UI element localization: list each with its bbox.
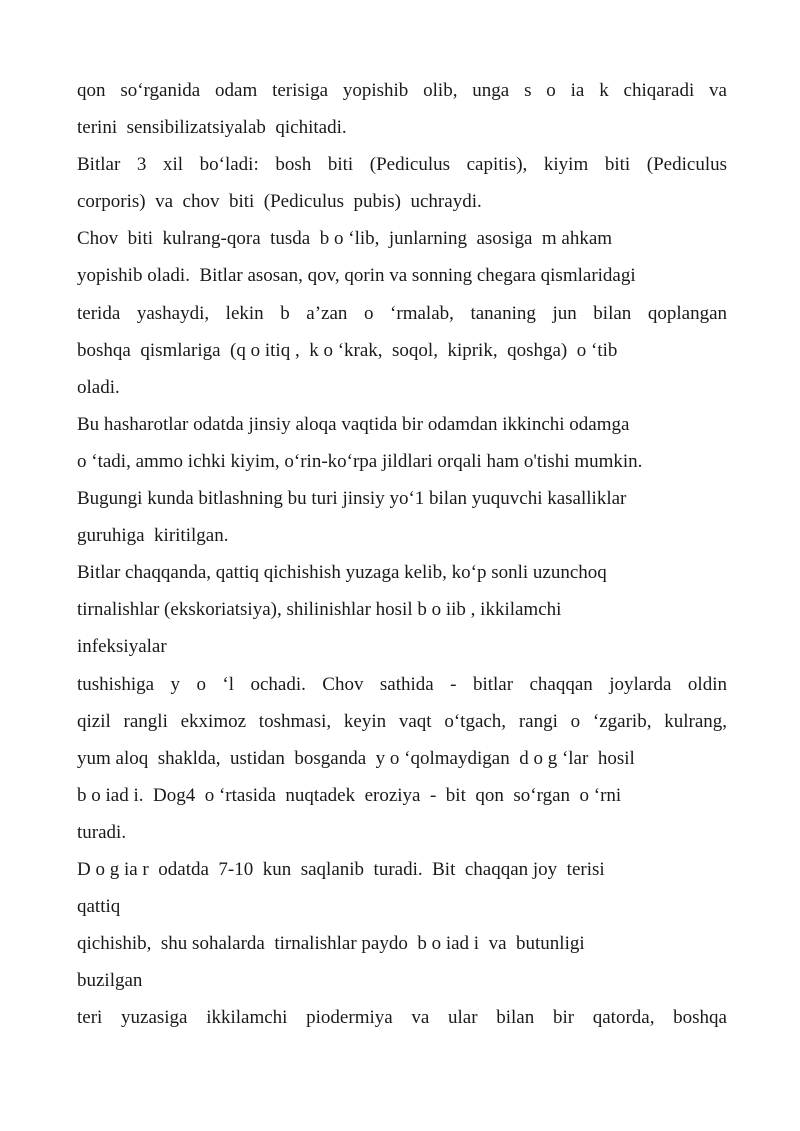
text-line: qon so‘rganida odam terisiga yopishib olib, unga s o ia k chiqaradi va (77, 80, 727, 101)
text-line: buzilgan (77, 970, 143, 992)
text-line: yopishib oladi. Bitlar asosan, qov, qorin va sonning chegara qismlaridagi (77, 265, 636, 287)
text-line: terida yashaydi, lekin b a’zan o ‘rmalab, tananing jun bilan qoplangan (77, 302, 727, 324)
text-line: Bitlar chaqqanda, qattiq qichishish yuzaga kelib, ko‘p sonli uzunchoq (77, 562, 607, 584)
text-line: qizil rangli ekximoz toshmasi, keyin vaqt o‘tgach, rangi o ‘zgarib, kulrang, (77, 710, 727, 732)
text-line: corporis) va chov biti (Pediculus pubis) uchraydi. (77, 191, 482, 213)
text-line: oladi. (77, 376, 120, 398)
text-line: Bu hasharotlar odatda jinsiy aloqa vaqtida bir odamdan ikkinchi odamga (77, 413, 630, 435)
text-line: D o g ia r odatda 7-10 kun saqlanib turadi. Bit chaqqan joy terisi (77, 858, 605, 880)
text-line: yum aloq shaklda, ustidan bosganda y o ‘qolmaydigan d o g ‘lar hosil (77, 747, 635, 769)
text-line: b o iad i. Dog4 o ‘rtasida nuqtadek eroziya - bit qon so‘rgan o ‘rni (77, 784, 622, 806)
text-line: qichishib, shu sohalarda tirnalishlar paydo b o iad i va butunligi (77, 933, 585, 955)
text-line: qattiq (77, 896, 121, 918)
text-line: Bitlar 3 xil bo‘ladi: bosh biti (Pediculus capitis), kiyim biti (Pediculus (77, 154, 727, 176)
text-line: teri yuzasiga ikkilamchi piodermiya va ular bilan bir qatorda, boshqa (77, 1007, 727, 1029)
text-line: boshqa qismlariga (q o itiq , k o ‘krak, soqol, kiprik, qoshga) o ‘tib (77, 339, 618, 361)
text-line: tushishiga y o ‘l ochadi. Chov sathida - bitlar chaqqan joylarda oldin (77, 673, 727, 695)
text-line: terini sensibilizatsiyalab qichitadi. (77, 117, 347, 139)
body-text (77, 72, 727, 1036)
text-line: o ‘tadi, ammo ichki kiyim, o‘rin-ko‘rpa jildlari orqali ham o'tishi mumkin. (77, 450, 643, 472)
text-line: guruhiga kiritilgan. (77, 525, 229, 547)
text-line: turadi. (77, 821, 127, 843)
text-line: tirnalishlar (ekskoriatsiya), shilinishlar hosil b o iib , ikkilamchi (77, 599, 562, 621)
text-line: infeksiyalar (77, 636, 167, 658)
text-line: Bugungi kunda bitlashning bu turi jinsiy yo‘1 bilan yuquvchi kasalliklar (77, 488, 627, 510)
text-line: Chov biti kulrang-qora tusda b o ‘lib, junlarning asosiga m ahkam (77, 228, 613, 250)
